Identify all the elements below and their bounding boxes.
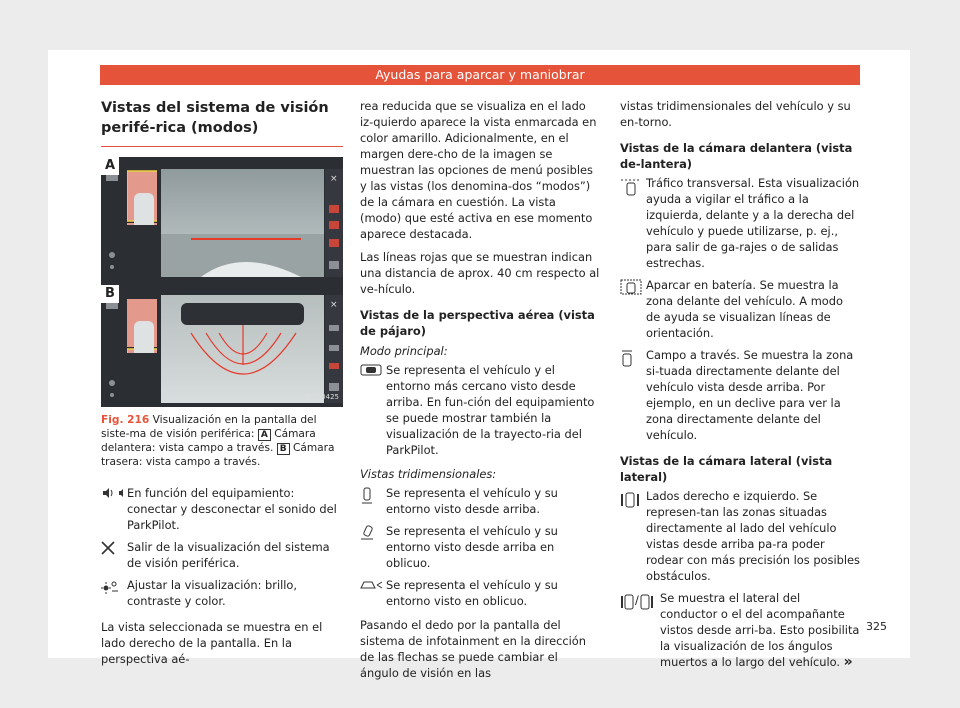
cross-traffic-icon [620,175,646,271]
list-item-text: Tráfico transversal. Esta visualización ayuda a vigilar el tráfico a la izquierda, delante y a la derecha del vehículo y puede utilizarse, p. ej., para salir de ga-rajes o de salidas estrechas. [646,176,860,270]
paragraph: Las líneas rojas que se muestran indican una distancia de aprox. 40 cm respecto al ve-hículo. [360,250,600,296]
camera-view-b [161,295,324,403]
figure-caption [101,413,343,469]
list-item-text: Salir de la visualización del sistema de visión periférica. [127,540,330,570]
caption-box-b: B [277,443,290,455]
top-view-car-a [127,165,157,225]
subheading: Vistas de la perspectiva aérea (vista de pájaro) [360,308,595,338]
icon-separator: / [635,593,639,607]
camera-scene-b [161,295,324,403]
svg-text:×: × [330,300,338,310]
list-item-text-content: Se muestra el lateral del conductor o el del acompañante vistos desde arri-ba. Esto posibilita la visualización de los ángulos muertos a lo largo del vehículo. [660,591,860,669]
list-item [360,485,600,517]
section-title: Vistas del sistema de visión perifé-rica (modos) [101,100,329,136]
list-item-text: Se representa el vehículo y el entorno más cercano visto desde arriba. En fun-ción del equipamiento se puede mostrar también la visualización de la trayecto-ria del ParkPilot. [386,363,595,457]
page-number: 325 [866,620,887,633]
panel-a-label: A [101,157,119,175]
panel-a [101,157,343,281]
caption-box-a: A [258,429,271,441]
list-item [620,175,860,271]
list-item-text: Se representa el vehículo y su entorno visto desde arriba en oblicuo. [386,524,558,570]
single-side-icon [620,590,660,670]
title-divider [101,146,343,147]
oblique-view-icon [360,577,386,609]
list-item [360,523,600,571]
left-menu-b [105,299,119,399]
figure-number: Fig. 216 [101,414,150,426]
list-item [101,485,343,533]
figure-216 [101,157,343,407]
right-menu-a [325,169,343,277]
list-item-text: En función del equipamiento: conectar y desconectar el sonido del ParkPilot. [127,486,337,532]
paragraph: vistas tridimensionales del vehículo y su en-torno. [620,99,851,129]
both-sides-icon [620,488,646,584]
page-header: Ayudas para aparcar y maniobrar [100,65,860,85]
close-icon [101,539,127,571]
subheading: Vistas de la cámara lateral (vista lateral) [620,454,833,484]
list-item [101,539,343,571]
subheading: Vistas de la cámara delantera (vista de-lantera) [620,141,853,171]
brightness-icon [101,577,127,609]
caption-text-1: Visualización en la pantalla del siste-ma de visión periférica: [101,414,317,440]
paragraph: Pasando el dedo por la pantalla del sistema de infotainment en la dirección de las flechas se puede cambiar el ángulo de visión en las [360,618,586,680]
sound-toggle-icon [101,485,127,533]
continue-marker: » [843,654,853,670]
list-item-text: Se representa el vehículo y su entorno visto desde arriba. [386,486,558,516]
column-1 [101,98,343,674]
column-3 [620,98,860,676]
top-view-car-b [127,293,157,353]
camera-scene-a [161,169,324,277]
mode-label: Modo principal: [360,344,448,358]
list-item-text [660,590,860,670]
svg-text:×: × [330,174,338,184]
left-menu-a [105,171,119,271]
top-view-icon [360,485,386,517]
list-item-text: Ajustar la visualización: brillo, contraste y color. [127,578,298,608]
paragraph: rea reducida que se visualiza en el lado iz-quierdo aparece la vista enmarcada en color amarillo. Adicionalmente, en el margen dere-cho de la imagen se muestran las opciones de menú posibles y las vistas (los denomina-dos “modos”) de la cámara en cuestión. La vista (modo) que esté activa en ese momento aparece destacada. [360,99,597,241]
list-item [620,347,860,443]
list-item [620,488,860,584]
figure-code: B57-0425 [304,393,339,401]
list-item [360,577,600,609]
list-item [620,277,860,341]
camera-view-a [161,169,324,277]
list-item [360,362,600,458]
paragraph: La vista seleccionada se muestra en el lado derecho de la pantalla. En la perspectiva aé- [101,620,323,666]
mode-label: Vistas tridimensionales: [360,467,497,481]
right-menu-b [325,295,343,403]
panel-b-label: B [101,285,119,303]
caption-text-2: Cámara delantera: vista campo a través. [101,428,316,454]
list-item [101,577,343,609]
oblique-top-icon [360,523,386,571]
main-view-icon [360,362,386,458]
list-item-text: Campo a través. Se muestra la zona si-tuada directamente delante del vehículo vista desde arriba. Por ejemplo, en un declive para ver la zona directamente delante del vehículo. [646,348,854,442]
list-item-text: Aparcar en batería. Se muestra la zona delante del vehículo. A modo de ayuda se visualizan líneas de orientación. [646,278,843,340]
column-2 [360,98,600,688]
perpendicular-parking-icon [620,277,646,341]
caption-text-3: Cámara trasera: vista campo a través. [101,442,335,468]
list-item-text: Se representa el vehículo y su entorno visto en oblicuo. [386,578,558,608]
off-road-icon [620,347,646,443]
list-item [620,590,860,670]
list-item-text: Lados derecho e izquierdo. Se represen-tan las zonas situadas directamente al lado del vehículo vistas desde arriba pa-ra poder rodear con más precisión los posibles obstáculos. [646,489,860,583]
panel-b [101,285,343,407]
